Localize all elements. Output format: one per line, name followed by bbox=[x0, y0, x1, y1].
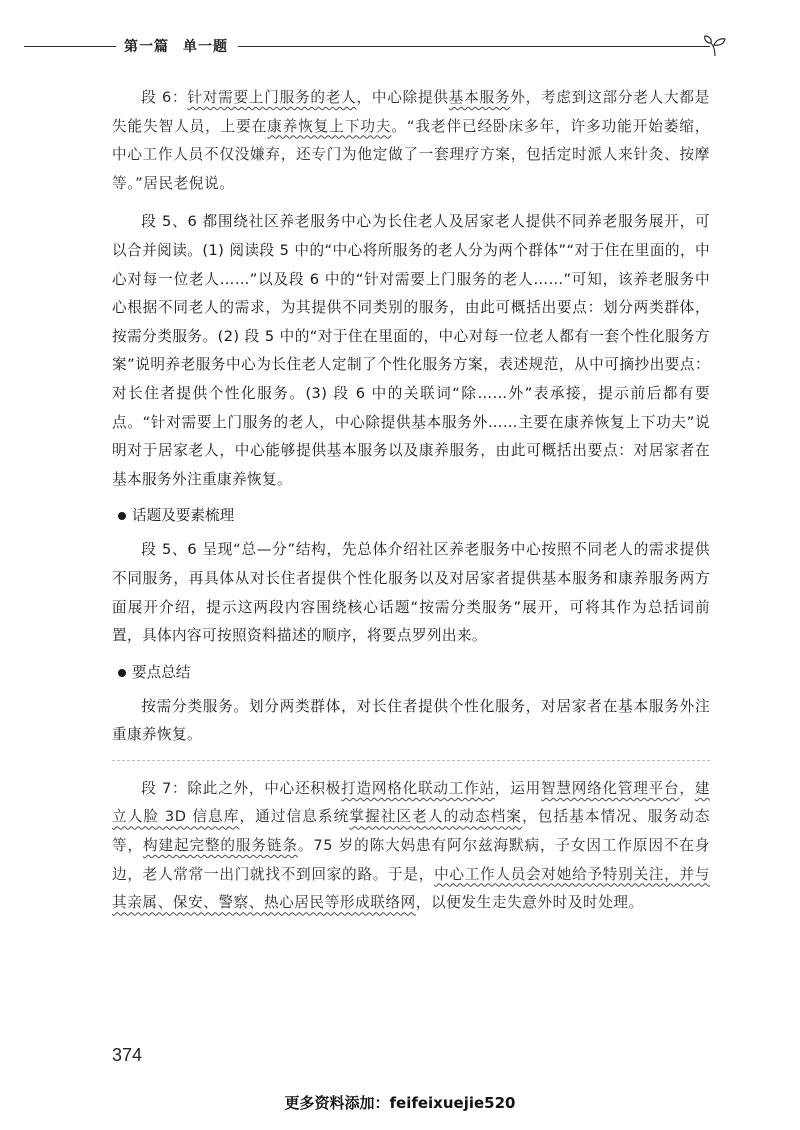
header-section: 单一题 bbox=[183, 39, 228, 55]
bullet-dot-icon bbox=[118, 669, 126, 677]
footer-note: 更多资料添加：feifeixuejie520 bbox=[284, 1094, 516, 1112]
page-content bbox=[112, 84, 710, 928]
running-header bbox=[24, 34, 724, 58]
highlight-phrase: 康养恢复上下功夫 bbox=[267, 117, 392, 135]
header-title bbox=[124, 36, 228, 56]
source-paragraph-7: 段 7：除此之外，中心还积极打造网格化联动工作站，运用智慧网络化管理平台，建立人脸 3D 信息库，通过信息系统掌握社区老人的动态档案，包括基本情况、服务动态等，构建起完整的服务链条。75 岁的陈大妈患有阿尔兹海默病，子女因工作原因不在身边，老人常常一出门就找不到回家的路。于是，中心工作人员会对她给予特别关注，并与其亲属、保安、警察、热心居民等形成联络网，以便发生走失意外时及时处理。 bbox=[112, 779, 711, 912]
summary-heading: 要点总结 bbox=[112, 661, 710, 685]
section-divider bbox=[112, 760, 710, 761]
highlight-phrase: 中心工作人员会对她给予特别关注，并与其亲属、保安、警察、热心居民等形成联络网 bbox=[112, 865, 710, 912]
bullet-dot-icon bbox=[118, 512, 126, 520]
paragraph-label: 段 7： bbox=[141, 779, 188, 797]
highlight-phrase: 打造网格化联动工作站 bbox=[341, 779, 495, 797]
header-rule-right bbox=[238, 46, 710, 47]
highlight-phrase: 建立人脸 3D 信息库 bbox=[112, 779, 710, 826]
highlight-phrase: 掌握社区老人的动态档案 bbox=[349, 808, 523, 826]
paragraph-label: 段 6： bbox=[141, 89, 188, 106]
highlight-phrase: 针对需要上门服务的老人 bbox=[187, 89, 357, 106]
summary-paragraph: 按需分类服务。划分两类群体，对长住者提供个性化服务，对居家者在基本服务外注重康养恢复。 bbox=[112, 697, 710, 744]
header-part: 第一篇 bbox=[124, 39, 169, 55]
highlight-phrase: 智慧网络化管理平台 bbox=[541, 779, 680, 797]
header-rule-left bbox=[24, 46, 116, 47]
highlight-phrase: 基本服务 bbox=[448, 89, 511, 106]
highlight-phrase: 构建起完整的服务链条 bbox=[142, 837, 298, 855]
page-number: 374 bbox=[112, 1045, 143, 1065]
source-paragraph-6: 段 6：针对需要上门服务的老人，中心除提供基本服务外，考虑到这部分老人大都是失能失智人员，上要在康养恢复上下功夫。“我老伴已经卧床多年，许多功能开始萎缩，中心工作人员不仅没嫌弃，还专门为他定做了一套理疗方案，包括定时派人来针灸、按摩等。”居民老倪说。 bbox=[112, 89, 710, 192]
topic-paragraph: 段 5、6 呈现“总—分”结构，先总体介绍社区养老服务中心按照不同老人的需求提供不同服务，再具体从对长住者提供个性化服务以及对居家者提供基本服务和康养服务两方面展开介绍，提示这两段内容围绕核心话题“按需分类服务”展开，可将其作为总括词前置，具体内容可按照资料描述的顺序，将要点罗列出来。 bbox=[112, 541, 710, 645]
analysis-paragraph: 段 5、6 都围绕社区养老服务中心为长住老人及居家老人提供不同养老服务展开，可以合并阅读。(1) 阅读段 5 中的“中心将所服务的老人分为两个群体”“对于住在里面的，中心对每一位老人……”以及段 6 中的“针对需要上门服务的老人……”可知，该养老服务中心根据不同老人的需求，为其提供不同类别的服务，由此可概括出要点：划分两类群体，按需分类服务。(2) 段 5 中的“对于住在里面的，中心对每一位老人都有一套个性化服务方案”说明养老服务中心为长住老人定制了个性化服务方案，表述规范，从中可摘抄出要点：对长住者提供个性化服务。(3) 段 6 中的关联词“除……外”表承接，提示前后都有要点。“针对需要上门服务的老人，中心除提供基本服务外……主要在康养恢复上下功夫”说明对于居家老人，中心能够提供基本服务以及康养服务，由此可概括出要点：对居家者在基本服务外注重康养恢复。 bbox=[112, 213, 710, 488]
sprout-leaf-icon bbox=[702, 34, 728, 58]
topic-heading: 话题及要素梳理 bbox=[112, 504, 710, 528]
